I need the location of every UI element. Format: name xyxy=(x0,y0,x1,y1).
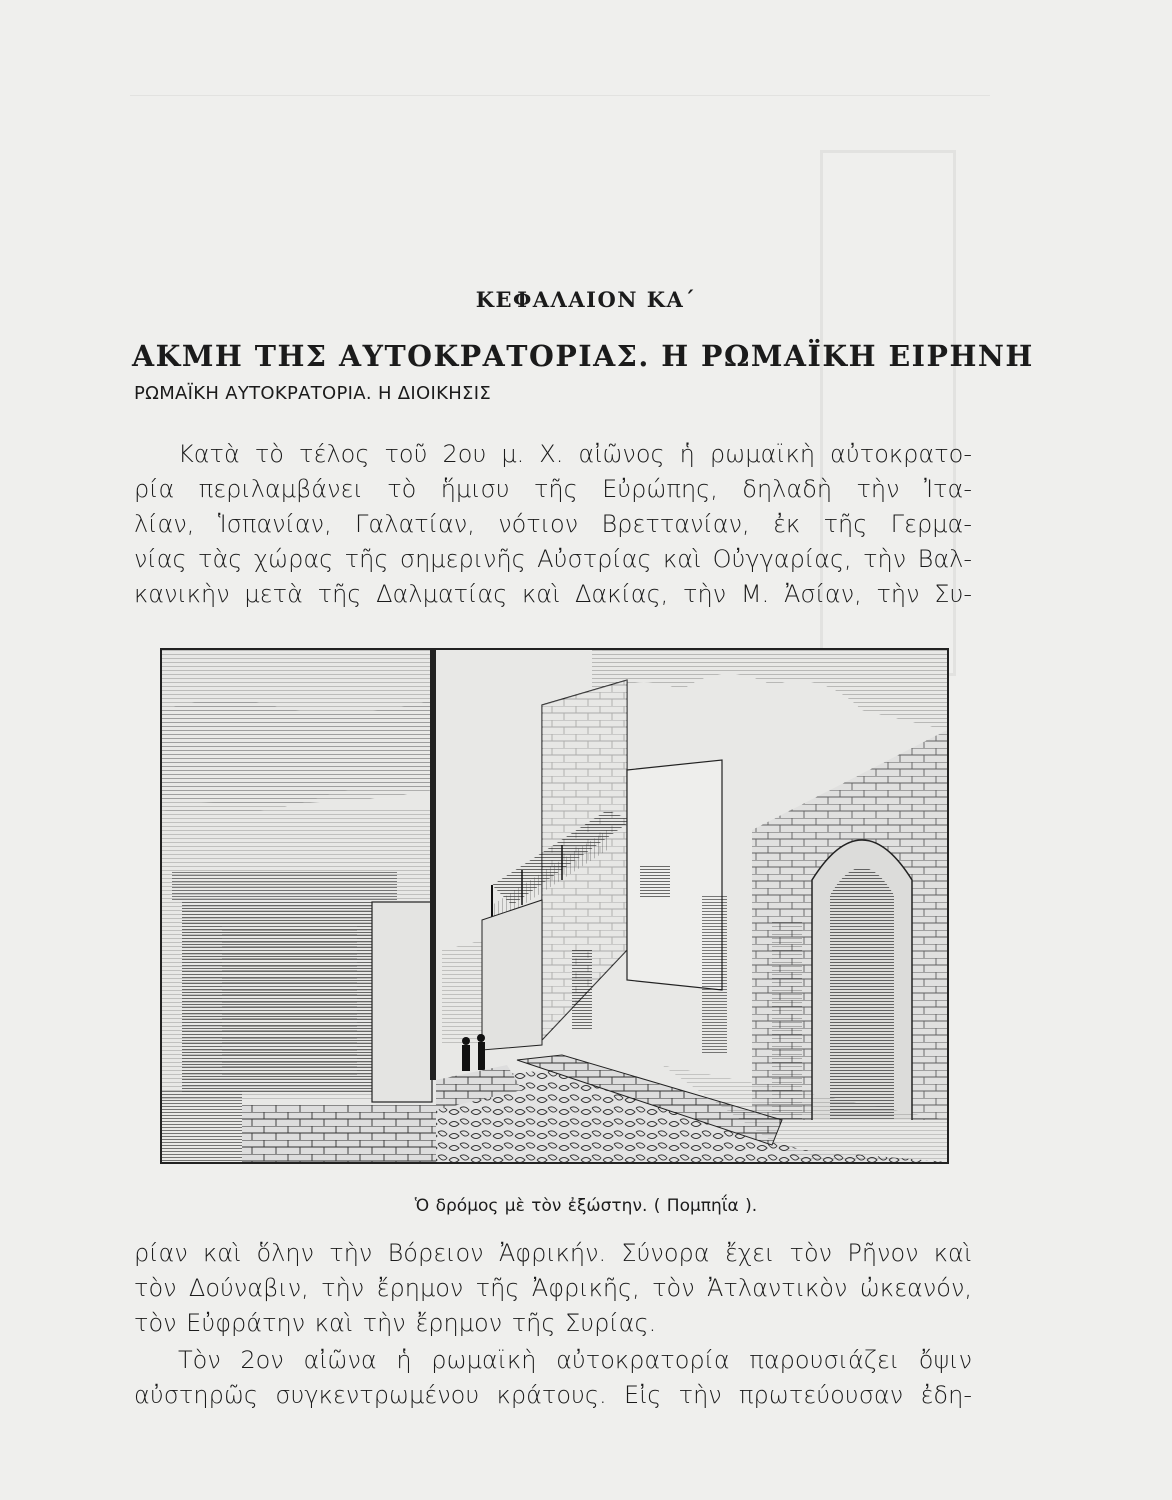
text-line: ρία περιλαμβάνει τὸ ἥμισυ τῆς Εὐρώπης, δηλαδὴ τὴν Ἰτα- xyxy=(134,475,972,503)
text-line: ρίαν καὶ ὅλην τὴν Βόρειον Ἀφρικήν. Σύνορα ἔχει τὸν Ρῆνον καὶ xyxy=(134,1239,972,1267)
chapter-title: ΑΚΜΗ ΤΗΣ ΑΥΤΟΚΡΑΤΟΡΙΑΣ. Η ΡΩΜΑΪΚΗ ΕΙΡΗΝΗ xyxy=(132,339,1034,373)
engraving-pompeii-street xyxy=(160,648,949,1164)
text-line: τὸν Δούναβιν, τὴν ἔρημον τῆς Ἀφρικῆς, τὸν Ἀτλαντικὸν ὠκεανόν, xyxy=(134,1274,972,1302)
text-line: κανικὴν μετὰ τῆς Δαλματίας καὶ Δακίας, τὴν Μ. Ἀσίαν, τὴν Συ- xyxy=(134,580,972,608)
text-line: Τὸν 2ον αἰῶνα ἡ ρωμαϊκὴ αὐτοκρατορία παρουσιάζει ὄψιν xyxy=(178,1346,972,1374)
paragraph-1 xyxy=(134,437,972,612)
text-line: Κατὰ τὸ τέλος τοῦ 2ου μ. Χ. αἰῶνος ἡ ρωμαϊκὴ αὐτοκρατο- xyxy=(178,440,972,468)
paragraph-2 xyxy=(134,1236,972,1341)
bleed-through-rule xyxy=(130,95,990,96)
text-line: λίαν, Ἱσπανίαν, Γαλατίαν, νότιον Βρεττανίαν, ἐκ τῆς Γερμα- xyxy=(134,510,972,538)
paragraph-3 xyxy=(134,1343,972,1413)
text-line: τὸν Εὐφράτην καὶ τὴν ἔρημον τῆς Συρίας. xyxy=(134,1309,657,1337)
text-line: αὐστηρῶς συγκεντρωμένου κράτους. Εἰς τὴν πρωτεύουσαν ἐδη- xyxy=(134,1381,972,1409)
text-line: νίας τὰς χώρας τῆς σημερινῆς Αὐστρίας καὶ Οὐγγαρίας, τὴν Βαλ- xyxy=(134,545,972,573)
figure-caption: Ὁ δρόμος μὲ τὸν ἐξώστην. ( Πομπηΐα ). xyxy=(414,1196,758,1216)
chapter-label: ΚΕΦΑΛΑΙΟΝ ΚΑ΄ xyxy=(475,287,697,312)
section-heading: ΡΩΜΑΪΚΗ ΑΥΤΟΚΡΑΤΟΡΙΑ. Η ΔΙΟΙΚΗΣΙΣ xyxy=(134,383,491,404)
engraving-illustration xyxy=(162,650,947,1162)
